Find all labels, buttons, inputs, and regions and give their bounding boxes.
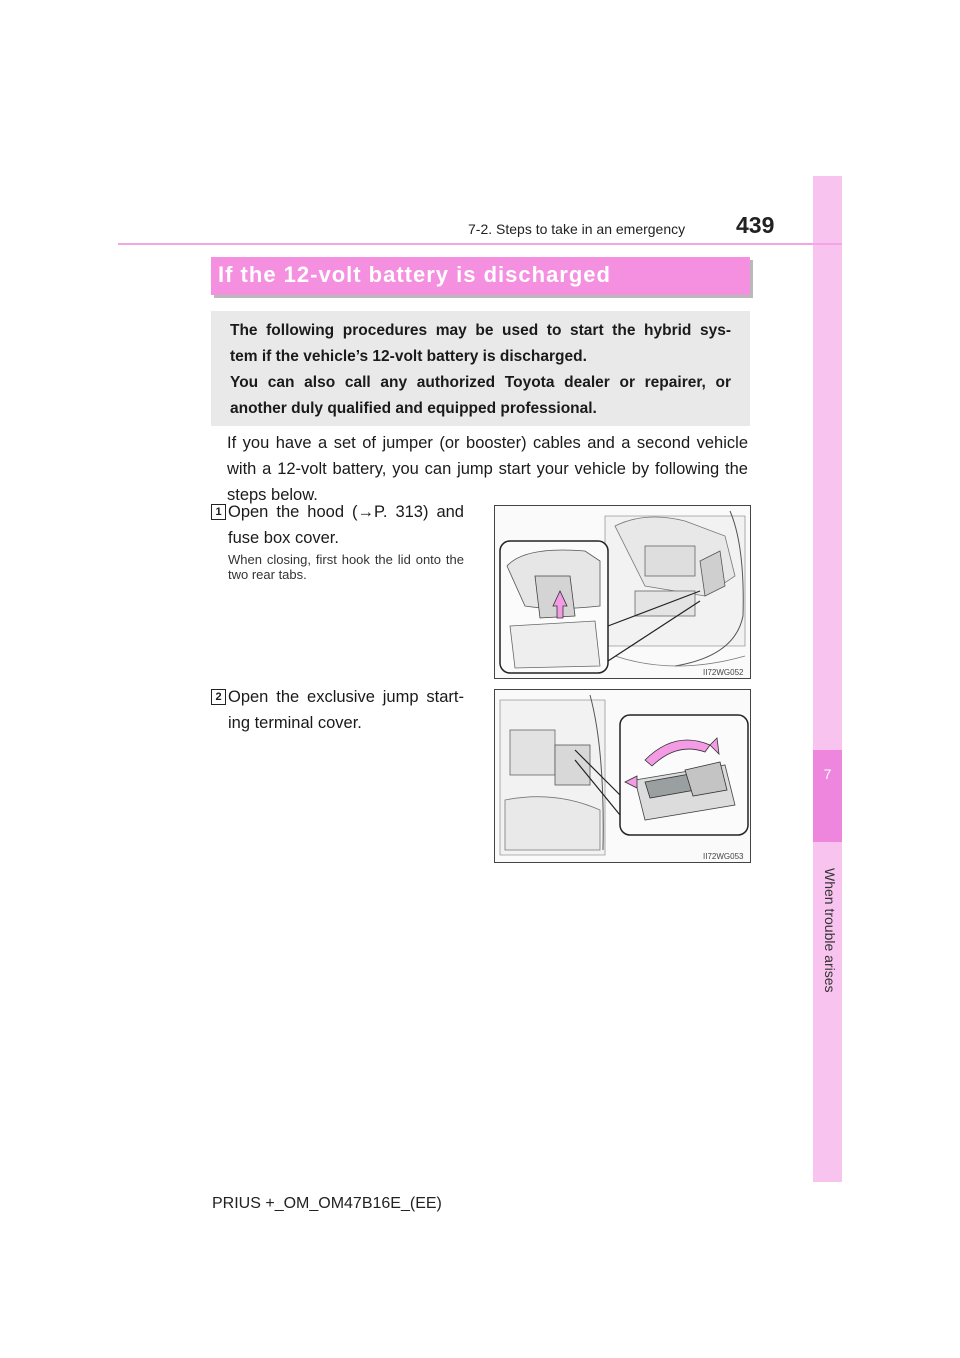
intro-line: You can also call any authorized Toyota dealer or repairer, or [230, 374, 731, 391]
step-text: Open the exclusive jump start-ing terminal cover. [228, 688, 464, 732]
chapter-number-tab [813, 750, 842, 842]
document-footer-code: PRIUS +_OM_OM47B16E_(EE) [212, 1195, 442, 1212]
step-number-badge: 2 [211, 689, 226, 705]
chapter-label: When trouble arises [822, 868, 838, 993]
intro-line: another duly qualified and equipped professional. [230, 400, 597, 417]
jump-terminal-illustration [495, 690, 750, 862]
chapter-number: 7 [823, 766, 832, 782]
intro-box [211, 311, 750, 426]
header-rule [118, 243, 842, 245]
step-text: Open the hood (→P. 313) and fuse box cover. [228, 503, 464, 547]
figure-hood-fuse-box [494, 505, 751, 679]
figure-code: II72WG053 [703, 852, 744, 861]
chapter-side-tab [813, 176, 842, 1182]
figure-jump-terminal-cover [494, 689, 751, 863]
step-number-badge: 1 [211, 504, 226, 520]
intro-line: tem if the vehicle’s 12-volt battery is discharged. [230, 348, 587, 365]
page-number: 439 [736, 212, 775, 238]
step-note: When closing, first hook the lid onto the two rear tabs. [228, 552, 464, 582]
figure-code: II72WG052 [703, 668, 744, 677]
intro-line: The following procedures may be used to start the hybrid sys- [230, 322, 731, 339]
body-paragraph: If you have a set of jumper (or booster) cables and a second vehicle with a 12-volt battery, you can jump start your vehicle by following the steps below. [227, 434, 748, 504]
engine-bay-illustration [495, 506, 750, 678]
running-header-section: 7-2. Steps to take in an emergency [468, 221, 686, 237]
section-title: If the 12-volt battery is discharged [218, 262, 611, 287]
